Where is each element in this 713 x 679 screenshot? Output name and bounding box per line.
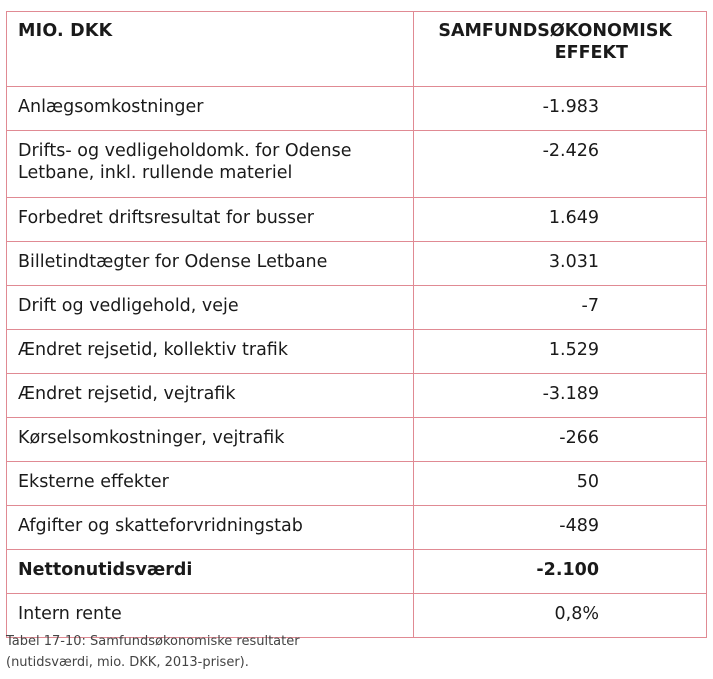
header-samfundsokonomisk-effekt (414, 12, 707, 87)
row-label: Eksterne effekter (7, 462, 414, 506)
row-value: -266 (414, 418, 707, 462)
table-row-total (7, 550, 707, 594)
row-label: Ændret rejsetid, vejtrafik (7, 374, 414, 418)
table-header-row (7, 12, 707, 87)
caption-line1: Tabel 17-10: Samfundsøkonomiske resultater (6, 634, 300, 649)
row-label (7, 131, 414, 198)
row-label-line2: Letbane, inkl. rullende materiel (18, 163, 293, 183)
table-row (7, 131, 707, 198)
row-value: 1.649 (414, 198, 707, 242)
row-value: 1.529 (414, 330, 707, 374)
table-row (7, 330, 707, 374)
table-row (7, 87, 707, 131)
header-mio-dkk: MIO. DKK (7, 12, 414, 87)
row-value: -489 (414, 506, 707, 550)
row-label-line1: Drifts- og vedligeholdomk. for Odense (18, 141, 352, 161)
row-value: -2.426 (414, 131, 707, 198)
table-row (7, 418, 707, 462)
caption-line2: (nutidsværdi, mio. DKK, 2013-priser). (6, 655, 249, 670)
results-table (6, 11, 707, 638)
table-row (7, 462, 707, 506)
row-label: Kørselsomkostninger, vejtrafik (7, 418, 414, 462)
row-value: 50 (414, 462, 707, 506)
row-label: Forbedret driftsresultat for busser (7, 198, 414, 242)
row-label: Drift og vedligehold, veje (7, 286, 414, 330)
row-value: -1.983 (414, 87, 707, 131)
results-table-container (6, 11, 706, 638)
table-row (7, 286, 707, 330)
row-value: -3.189 (414, 374, 707, 418)
row-label: Billetindtægter for Odense Letbane (7, 242, 414, 286)
row-label: Afgifter og skatteforvridningstab (7, 506, 414, 550)
table-row (7, 242, 707, 286)
row-value: -2.100 (414, 550, 707, 594)
row-label: Nettonutidsværdi (7, 550, 414, 594)
table-row (7, 506, 707, 550)
header-col2-line2: EFFEKT (554, 43, 628, 63)
row-value: -7 (414, 286, 707, 330)
row-label: Anlægsomkostninger (7, 87, 414, 131)
header-col2-line1: SAMFUNDSØKONOMISK (438, 21, 672, 41)
table-row (7, 198, 707, 242)
table-caption (6, 631, 706, 673)
row-value: 3.031 (414, 242, 707, 286)
table-row (7, 374, 707, 418)
row-label: Ændret rejsetid, kollektiv trafik (7, 330, 414, 374)
row-value: 0,8% (414, 594, 707, 638)
row-label: Intern rente (7, 594, 414, 638)
